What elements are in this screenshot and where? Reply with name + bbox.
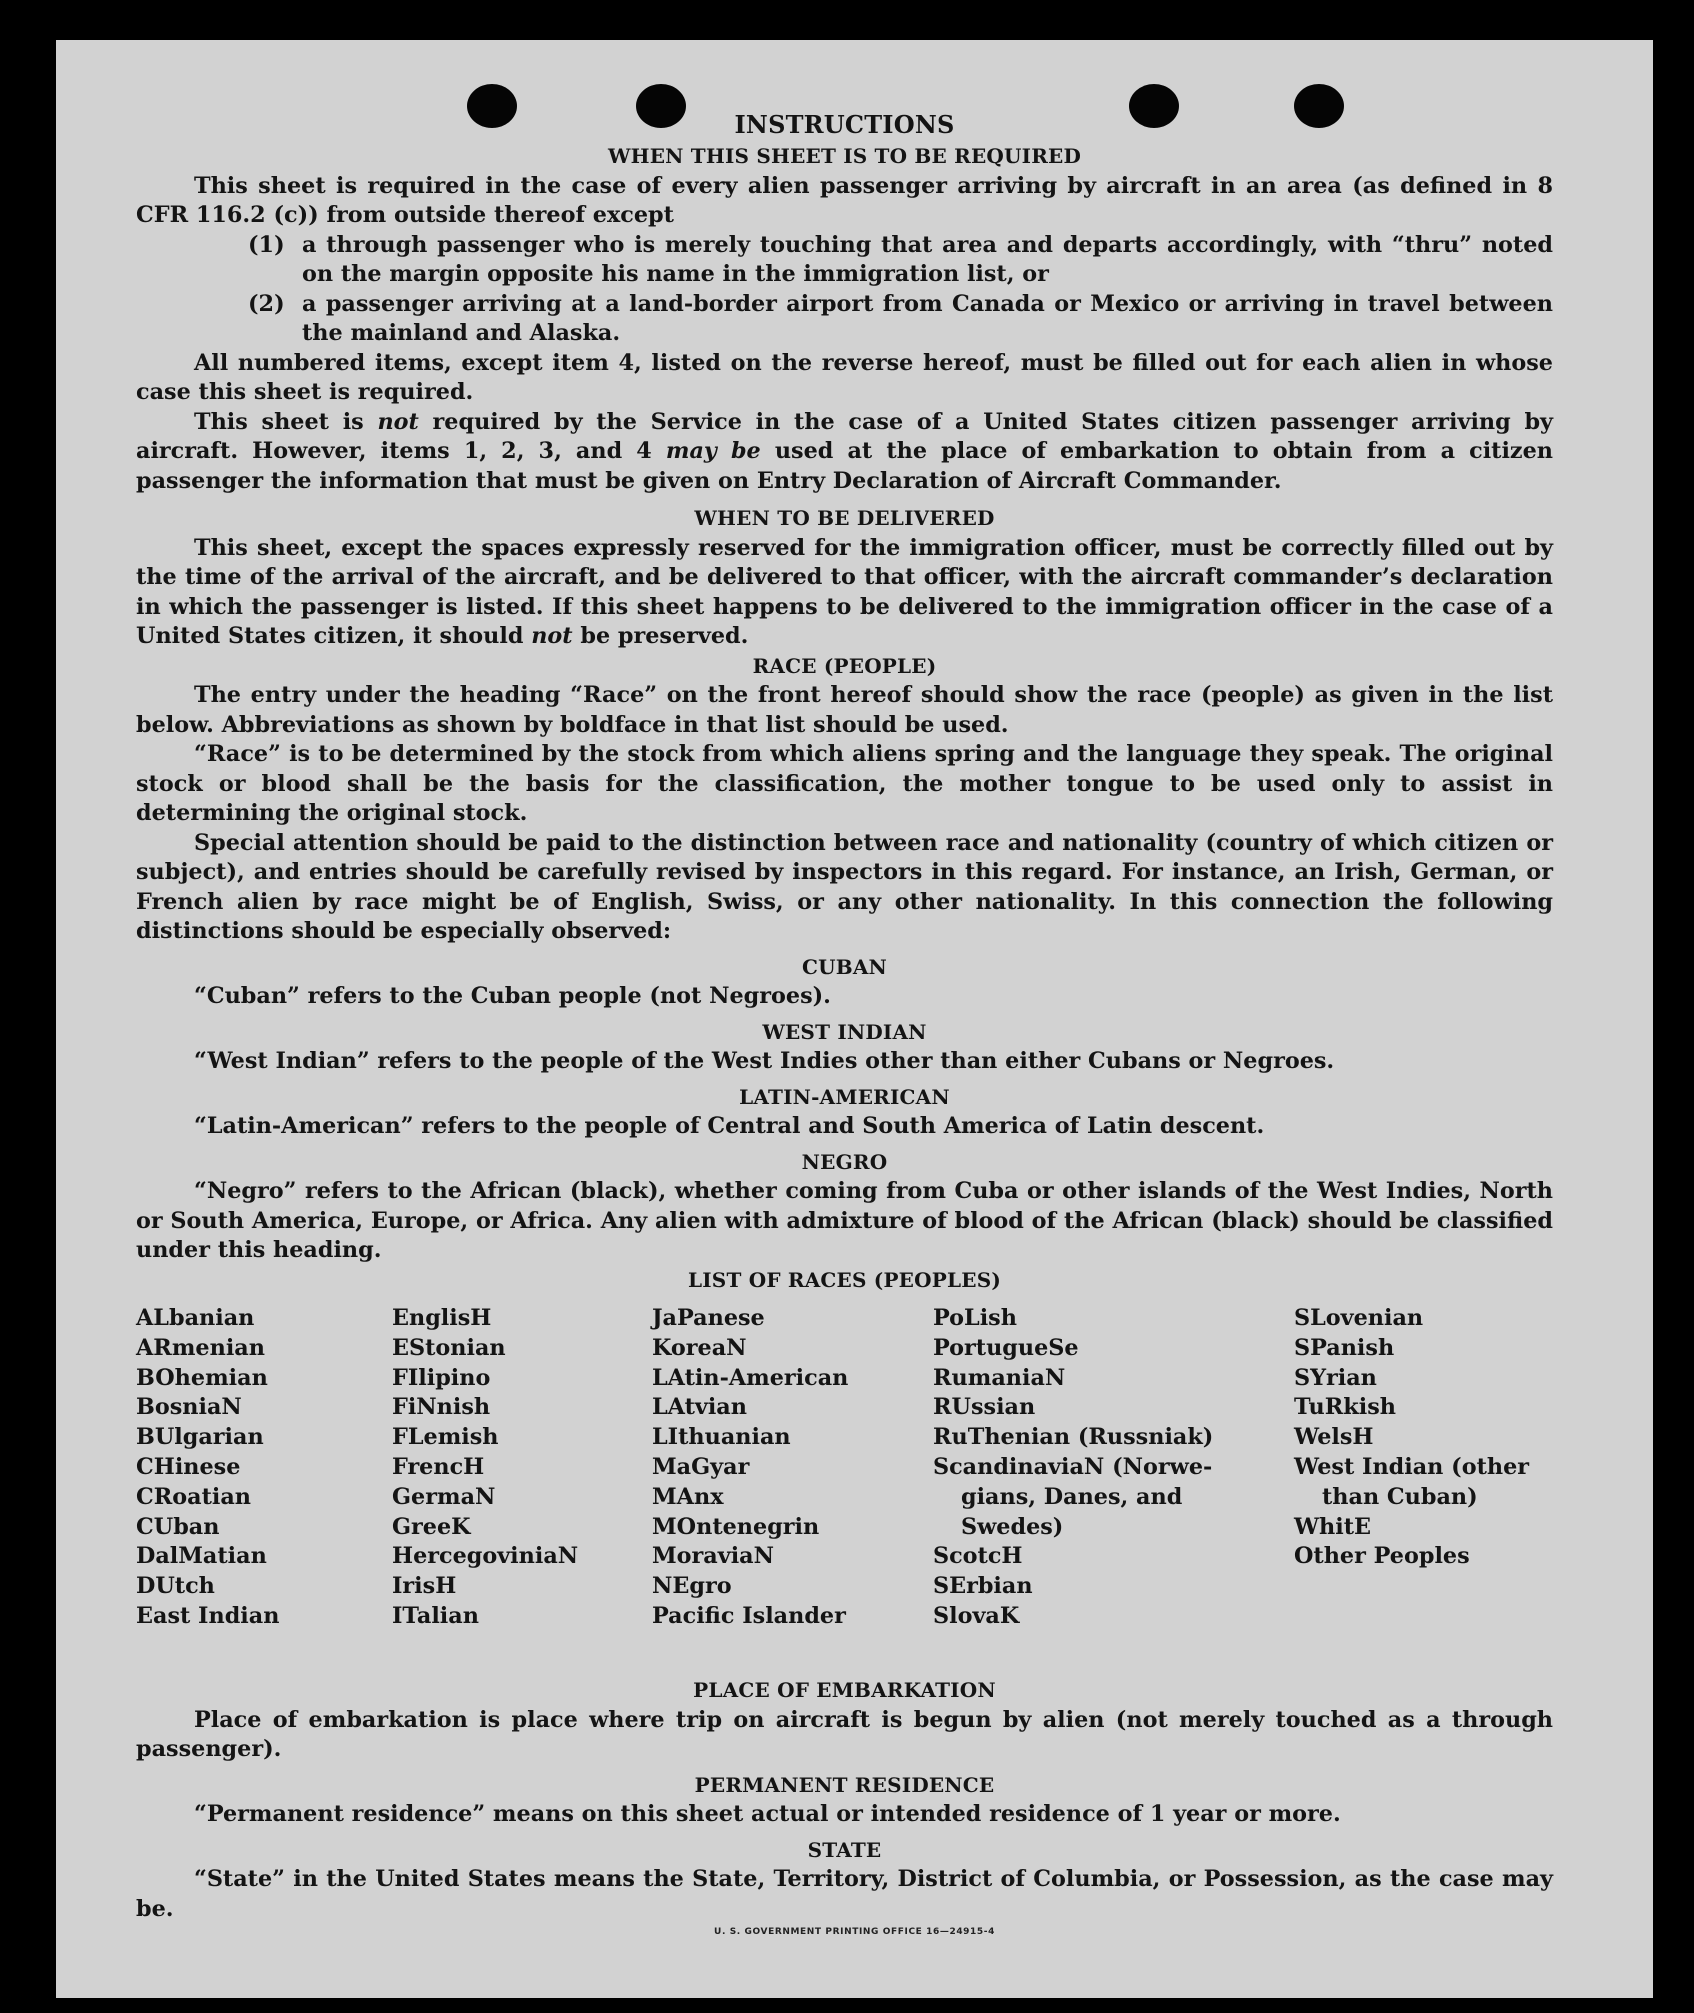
instructions-body bbox=[136, 108, 1553, 1295]
race-item: than Cuban) bbox=[1322, 1483, 1478, 1510]
section-heading: WHEN TO BE DELIVERED bbox=[694, 506, 995, 530]
race-item: DUtch bbox=[136, 1573, 215, 1600]
section-heading: LATIN-AMERICAN bbox=[739, 1084, 950, 1109]
race-item: LAtin-American bbox=[652, 1364, 849, 1391]
printer-imprint: U. S. GOVERNMENT PRINTING OFFICE 16—24915-4 bbox=[714, 1927, 995, 1937]
race-item: gians, Danes, and bbox=[961, 1483, 1183, 1510]
paragraph: “State” in the United States means the State, Territory, District of Columbia, or Possession, as the case may be. bbox=[136, 1866, 1553, 1922]
race-column bbox=[652, 1304, 848, 1632]
section-heading: PERMANENT RESIDENCE bbox=[694, 1772, 995, 1797]
race-item: FLemish bbox=[392, 1424, 499, 1451]
paragraph: Special attention should be paid to the distinction between race and nationality (country of which citizen or subject), and entries should be carefully revised by inspectors in this regard. For instance, an Irish, German, or French alien by race might be of English, Swiss, or any other nationality. In this connection the following distinctions should be especially observed: bbox=[136, 829, 1553, 944]
paragraph: “Race” is to be determined by the stock from which aliens spring and the language they speak. The original stock or blood shall be the basis for the classification, the mother tongue to be used only to assist in determining the original stock. bbox=[136, 741, 1553, 826]
race-item: ScotcH bbox=[933, 1543, 1023, 1570]
race-item: RuThenian (Russniak) bbox=[933, 1424, 1214, 1451]
paragraph: Place of embarkation is place where trip on aircraft is begun by alien (not merely touched as a through passenger). bbox=[136, 1706, 1553, 1762]
paragraph: All numbered items, except item 4, listed on the reverse hereof, must be filled out for each alien in whose case this sheet is required. bbox=[136, 349, 1553, 405]
race-item: FIlipino bbox=[392, 1364, 491, 1391]
race-item: EStonian bbox=[392, 1334, 506, 1361]
race-column bbox=[933, 1304, 1213, 1632]
race-item: PortugueSe bbox=[933, 1334, 1079, 1361]
race-item: SYrian bbox=[1294, 1364, 1377, 1391]
paragraph: “West Indian” refers to the people of the West Indies other than either Cubans or Negroes. bbox=[194, 1048, 1335, 1074]
paragraph: This sheet, except the spaces expressly reserved for the immigration officer, must be correctly filled out by the time of the arrival of the aircraft, and be delivered to that officer, with the aircraft commander’s declaration in which the passenger is listed. If this sheet happens to be delivered to the immigration officer in the case of a United States citizen, it should not be preserved. bbox=[136, 534, 1553, 649]
paragraph: This sheet is required in the case of every alien passenger arriving by aircraft in an area (as defined in 8 CFR 116.2 (c)) from outside thereof except bbox=[136, 172, 1553, 228]
race-item: Other Peoples bbox=[1294, 1543, 1470, 1570]
race-item: IrisH bbox=[392, 1573, 457, 1600]
list-item: (1) a through passenger who is merely touching that area and departs accordingly, with “thru” noted on the margin opposite his name in the immigration list, or bbox=[248, 231, 1553, 287]
race-item: GermaN bbox=[392, 1483, 496, 1510]
race-item: JaPanese bbox=[652, 1305, 765, 1331]
race-item: SlovaK bbox=[933, 1602, 1020, 1629]
race-item: ARmenian bbox=[136, 1334, 265, 1361]
paragraph: “Permanent residence” means on this sheet actual or intended residence of 1 year or more. bbox=[194, 1801, 1341, 1827]
race-item: BosniaN bbox=[136, 1394, 242, 1421]
race-item: Pacific Islander bbox=[652, 1602, 846, 1629]
section-heading: STATE bbox=[807, 1837, 882, 1862]
race-item: ALbanian bbox=[136, 1305, 255, 1331]
race-column bbox=[1294, 1304, 1529, 1572]
race-item: BUlgarian bbox=[136, 1424, 264, 1451]
race-item: PoLish bbox=[933, 1305, 1017, 1331]
race-item: GreeK bbox=[392, 1513, 471, 1540]
section-heading: PLACE OF EMBARKATION bbox=[693, 1678, 996, 1702]
bottom-sections bbox=[136, 1676, 1553, 1924]
race-column bbox=[392, 1304, 578, 1632]
race-item: WhitE bbox=[1294, 1513, 1372, 1540]
section-heading: WEST INDIAN bbox=[762, 1019, 927, 1044]
race-item: HercegoviniaN bbox=[392, 1543, 579, 1570]
paragraph: “Cuban” refers to the Cuban people (not Negroes). bbox=[194, 983, 831, 1009]
race-column bbox=[136, 1304, 279, 1632]
paragraph: “Negro” refers to the African (black), whether coming from Cuba or other islands of the West Indies, North or South America, Europe, or Africa. Any alien with admixture of blood of the African (black) should be classified under this heading. bbox=[136, 1178, 1553, 1263]
race-item: MaGyar bbox=[652, 1453, 750, 1480]
race-item: TuRkish bbox=[1294, 1394, 1396, 1421]
race-item: MOntenegrin bbox=[652, 1513, 820, 1540]
section-heading: LIST OF RACES (PEOPLES) bbox=[687, 1267, 1002, 1292]
paragraph: “Latin-American” refers to the people of Central and South America of Latin descent. bbox=[194, 1113, 1265, 1139]
race-item: East Indian bbox=[136, 1602, 280, 1629]
race-item: BOhemian bbox=[136, 1364, 268, 1391]
race-item: LIthuanian bbox=[652, 1424, 791, 1451]
race-item: West Indian (other bbox=[1294, 1453, 1530, 1480]
race-item: SLovenian bbox=[1294, 1305, 1424, 1331]
instructions-sheet bbox=[56, 40, 1653, 1998]
race-item: WelsH bbox=[1294, 1424, 1374, 1451]
section-heading: CUBAN bbox=[801, 954, 888, 979]
race-item: ScandinaviaN (Norwe- bbox=[933, 1453, 1213, 1480]
race-item: MoraviaN bbox=[652, 1543, 775, 1570]
list-item: (2) a passenger arriving at a land-border airport from Canada or Mexico or arriving in travel between the mainland and Alaska. bbox=[248, 290, 1553, 346]
race-item: ITalian bbox=[392, 1602, 479, 1629]
race-item: KoreaN bbox=[652, 1334, 747, 1361]
page-title: INSTRUCTIONS bbox=[734, 110, 955, 139]
race-item: FrencH bbox=[392, 1453, 485, 1480]
race-item: FiNnish bbox=[392, 1394, 491, 1421]
race-item: CHinese bbox=[136, 1453, 241, 1480]
race-item: RumaniaN bbox=[933, 1364, 1066, 1391]
paragraph: This sheet is not required by the Service in the case of a United States citizen passenger arriving by aircraft. However, items 1, 2, 3, and 4 may be used at the place of embarkation to obtain from a citizen passenger the information that must be given on Entry Declaration of Aircraft Commander. bbox=[136, 408, 1553, 494]
race-item: MAnx bbox=[652, 1483, 724, 1510]
race-item: CRoatian bbox=[136, 1483, 252, 1510]
race-item: SPanish bbox=[1294, 1334, 1395, 1361]
race-item: DalMatian bbox=[136, 1543, 267, 1570]
section-heading: WHEN THIS SHEET IS TO BE REQUIRED bbox=[607, 144, 1082, 168]
race-item: SErbian bbox=[933, 1573, 1033, 1600]
section-heading: NEGRO bbox=[801, 1149, 888, 1174]
section-heading: RACE (PEOPLE) bbox=[752, 653, 937, 678]
race-item: RUssian bbox=[933, 1394, 1036, 1421]
race-item: CUban bbox=[136, 1513, 220, 1540]
race-item: Swedes) bbox=[961, 1513, 1064, 1540]
race-item: LAtvian bbox=[652, 1394, 747, 1421]
paragraph: The entry under the heading “Race” on the front hereof should show the race (people) as given in the list below. Abbreviations as shown by boldface in that list should be used. bbox=[136, 682, 1553, 738]
race-item: NEgro bbox=[652, 1573, 732, 1600]
race-item: EnglisH bbox=[392, 1305, 492, 1331]
